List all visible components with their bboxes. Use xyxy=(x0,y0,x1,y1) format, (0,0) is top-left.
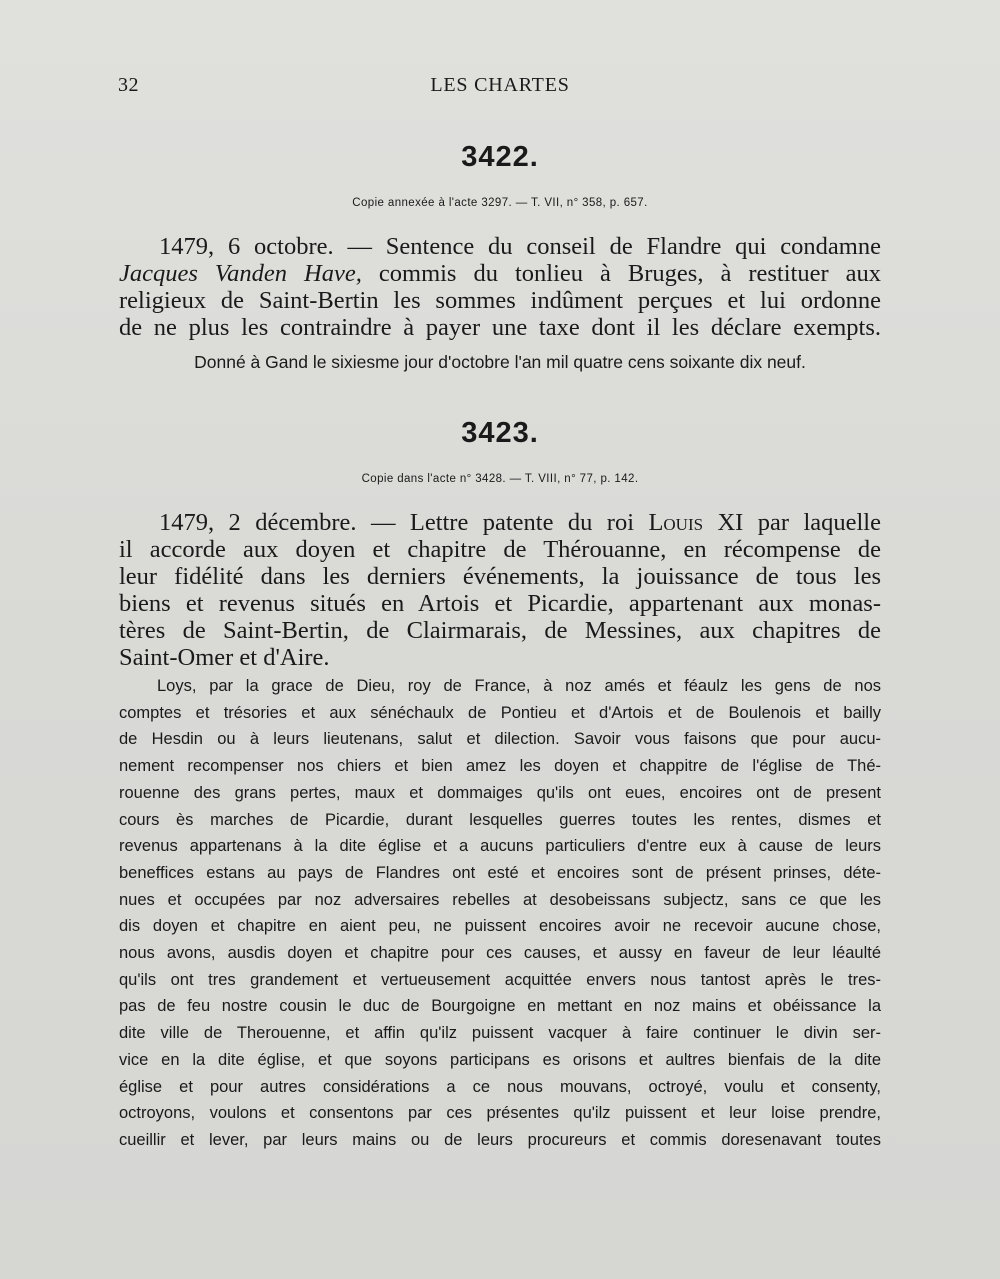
entry-text-3423 xyxy=(119,673,881,1154)
summary-text: commis du tonlieu à Bruges, à restituer aux xyxy=(361,260,881,287)
text-line: qu'ils ont tres grandement et vertueusement acquittée envers nous tantost après le tres- xyxy=(119,970,881,989)
text-line: vice en la dite église, et que soyons participans es orisons et aultres bienfais de la dite xyxy=(119,1050,881,1069)
king-name: Louis xyxy=(648,509,704,536)
entry-source-3422: Copie annexée à l'acte 3297. — T. VII, n° 358, p. 657. xyxy=(352,197,648,209)
summary-text: 1479, 2 décembre. — Lettre patente du roi xyxy=(159,509,649,536)
summary-line: leur fidélité dans les derniers événements, la jouissance de tous les xyxy=(119,563,881,590)
text-line: nues et occupées par noz adversaires rebelles at desobeissans subjectz, sans ce que les xyxy=(119,890,881,909)
text-line: dis doyen et chapitre en aient peu, ne puissent encoires avoir ne recevoir aucune chose, xyxy=(119,917,881,936)
running-title: LES CHARTES xyxy=(430,74,570,96)
text-line: nous avons, ausdis doyen et chapitre pour ces causes, et aussy en faveur de leur léaulté xyxy=(119,944,881,963)
text-line: nement recompenser nos chiers et bien amez les doyen et chappitre de l'église de Thé- xyxy=(119,757,881,776)
text-line: Loys, par la grace de Dieu, roy de France, à noz amés et féaulz les gens de nos xyxy=(157,677,881,695)
summary-line: tères de Saint-Bertin, de Clairmarais, de Messines, aux chapitres de xyxy=(119,617,881,644)
summary-line: Saint-Omer et d'Aire. xyxy=(119,644,330,671)
text-line: cueillir et lever, par leurs mains ou de leurs procureurs et commis doresenavant toutes xyxy=(119,1130,881,1149)
text-line: beneffices estans au pays de Flandres ont esté et encoires sont de présent prinses, déte- xyxy=(119,863,881,882)
entry-number-3422: 3422. xyxy=(461,141,539,173)
text-line: pas de feu nostre cousin le duc de Bourgoigne en mettant en noz mains et obéissance la xyxy=(119,997,881,1016)
text-line: comptes et trésories et aux sénéchaulx de Pontieu et d'Artois et de Boulenois et bailly xyxy=(119,703,881,722)
person-name: Jacques Vanden Have, xyxy=(119,260,362,287)
summary-line: biens et revenus situés en Artois et Picardie, appartenant aux monas- xyxy=(119,590,881,617)
text-line: église et pour autres considérations a ce nous mouvans, octroyé, voulu et consenty, xyxy=(119,1077,881,1096)
text-line: dite ville de Therouenne, et affin qu'ilz puissent vacquer à faire continuer le divin ser- xyxy=(119,1024,881,1043)
text-line: Donné à Gand le sixiesme jour d'octobre l'an mil quatre cens soixante dix neuf. xyxy=(194,352,806,372)
summary-line: de ne plus les contraindre à payer une taxe dont il les déclare exempts. xyxy=(119,314,881,341)
text-line: cours ès marches de Picardie, durant lesquelles guerres toutes les rentes, dismes et xyxy=(119,810,881,829)
entry-number-3423: 3423. xyxy=(461,417,539,449)
summary-line: il accorde aux doyen et chapitre de Thérouanne, en récompense de xyxy=(119,536,881,563)
entry-source-3423: Copie dans l'acte n° 3428. — T. VIII, n° 77, p. 142. xyxy=(361,473,639,485)
text-line: revenus appartenans à la dite église et a aucuns particuliers d'entre eux à cause de leurs xyxy=(119,837,881,856)
entry-summary-3422 xyxy=(119,233,881,341)
entry-summary-3423 xyxy=(119,509,881,671)
page-number: 32 xyxy=(118,74,139,96)
entry-text-3422 xyxy=(119,349,881,376)
summary-text: XI par laquelle xyxy=(703,509,881,536)
summary-line: religieux de Saint-Bertin les sommes indûment perçues et lui ordonne xyxy=(119,287,881,314)
text-line: rouenne des grans pertes, maux et dommaiges qu'ils ont eues, encoires ont de present xyxy=(119,783,881,802)
page-header xyxy=(118,74,882,102)
summary-line xyxy=(119,260,881,287)
summary-line xyxy=(119,509,881,536)
summary-line: 1479, 6 octobre. — Sentence du conseil de Flandre qui condamne xyxy=(159,233,881,260)
text-line: de Hesdin ou à leurs lieutenans, salut et dilection. Savoir vous faisons que pour aucu- xyxy=(119,730,881,749)
text-line: octroyons, voulons et consentons par ces présentes qu'ilz puissent et leur loise prendre, xyxy=(119,1104,881,1123)
